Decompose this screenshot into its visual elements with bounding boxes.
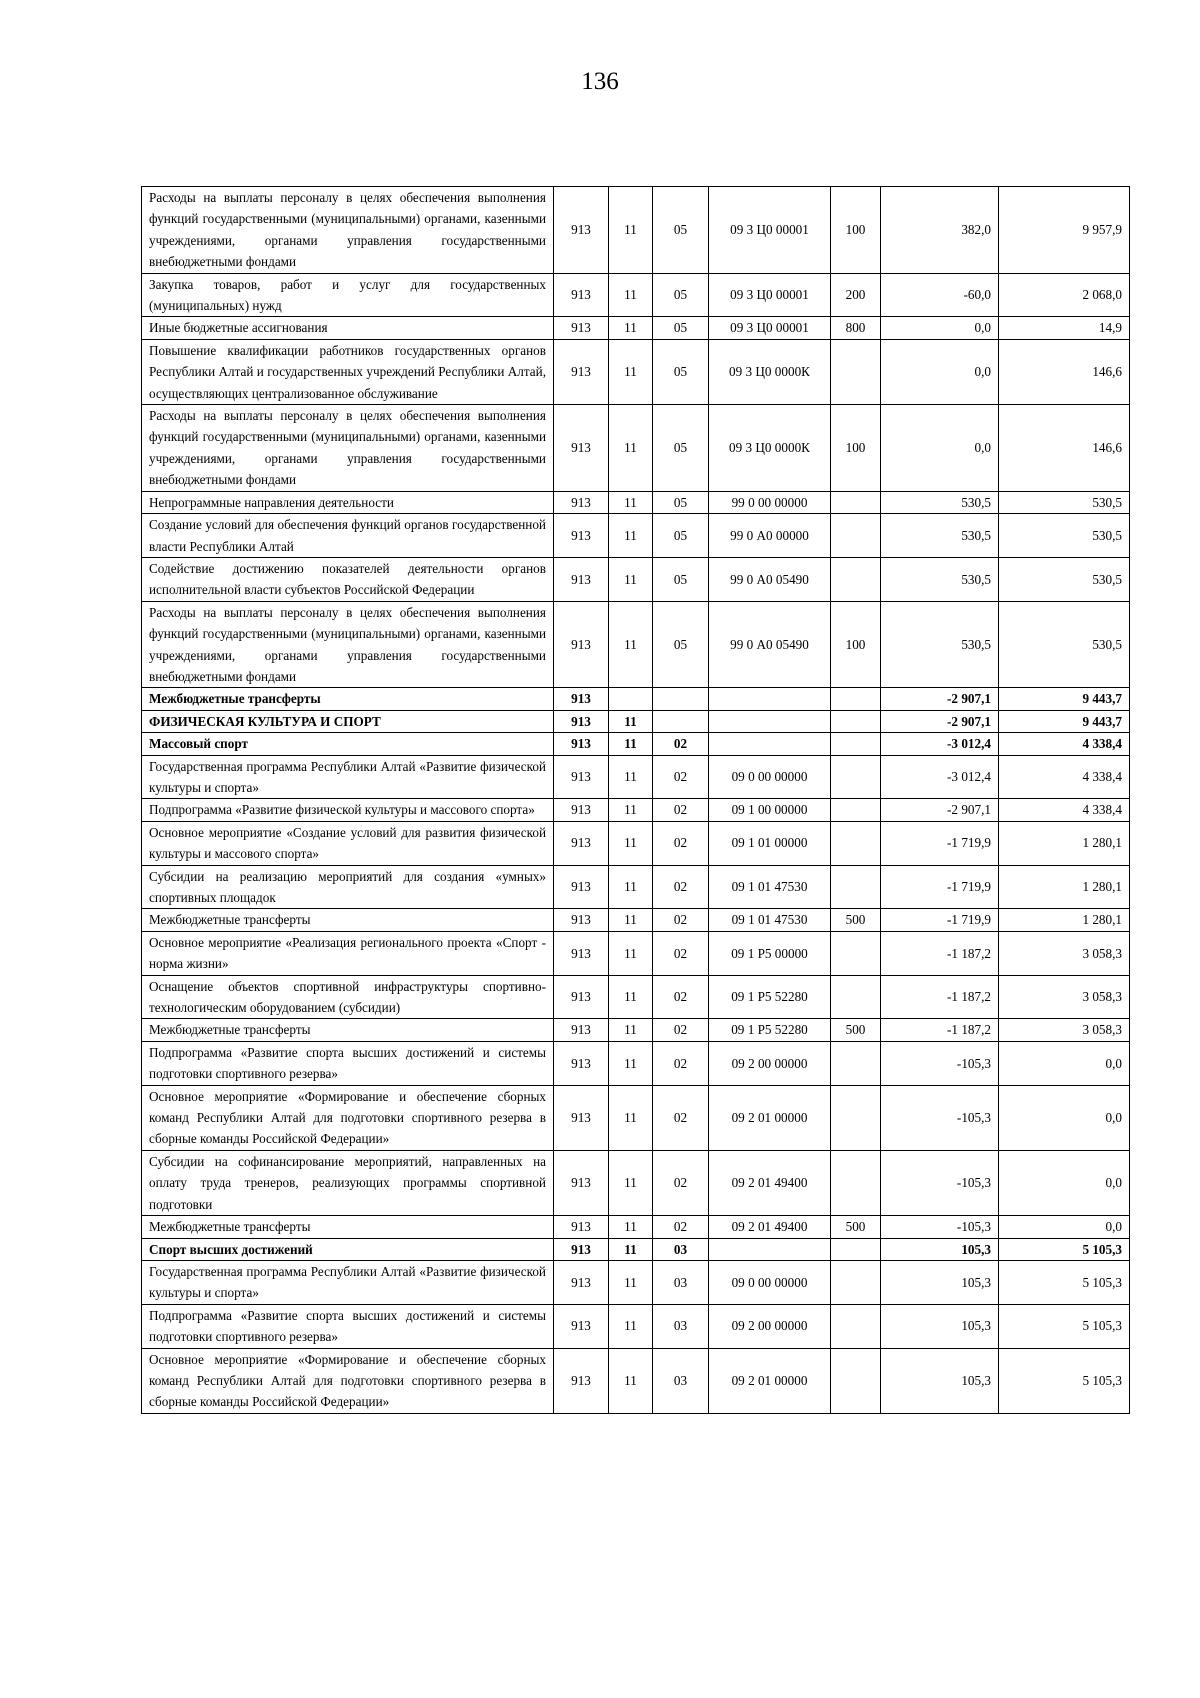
row-name: Межбюджетные трансферты (142, 909, 554, 931)
cell-csr (709, 733, 831, 755)
cell-pr: 05 (653, 273, 709, 317)
cell-pr: 02 (653, 1019, 709, 1041)
cell-sum-change: -2 907,1 (881, 799, 999, 821)
cell-csr (709, 688, 831, 710)
cell-vr (831, 339, 881, 404)
cell-gr: 913 (554, 1348, 609, 1413)
cell-csr: 09 2 01 49400 (709, 1150, 831, 1215)
cell-vr: 500 (831, 1216, 881, 1238)
cell-pr: 05 (653, 339, 709, 404)
row-name: Основное мероприятие «Создание условий для развития физической культуры и массового спорта» (142, 821, 554, 865)
cell-sum-total: 1 280,1 (999, 865, 1130, 909)
table-row (142, 339, 1130, 404)
row-name: Межбюджетные трансферты (142, 688, 554, 710)
cell-gr: 913 (554, 557, 609, 601)
table-row (142, 1085, 1130, 1150)
cell-pr: 05 (653, 557, 709, 601)
cell-vr (831, 733, 881, 755)
table-row (142, 821, 1130, 865)
table-row (142, 491, 1130, 513)
cell-gr: 913 (554, 273, 609, 317)
table-row (142, 1150, 1130, 1215)
cell-sum-total: 1 280,1 (999, 909, 1130, 931)
cell-pr: 05 (653, 317, 709, 339)
cell-sum-change: -105,3 (881, 1085, 999, 1150)
row-name: Непрограммные направления деятельности (142, 491, 554, 513)
cell-csr: 09 3 Ц0 00001 (709, 317, 831, 339)
cell-rz: 11 (609, 755, 653, 799)
budget-table (141, 186, 1130, 1414)
cell-sum-change: -1 719,9 (881, 821, 999, 865)
cell-sum-change: 530,5 (881, 601, 999, 688)
cell-sum-total: 3 058,3 (999, 1019, 1130, 1041)
cell-csr: 09 2 01 00000 (709, 1085, 831, 1150)
row-name: Расходы на выплаты персоналу в целях обеспечения выполнения функций государственными (муниципальными) органами, казенными учреждениями, органами управления государственными внебюджетными фондами (142, 601, 554, 688)
cell-sum-change: -105,3 (881, 1041, 999, 1085)
row-name: Массовый спорт (142, 733, 554, 755)
row-name: Государственная программа Республики Алтай «Развитие физической культуры и спорта» (142, 1260, 554, 1304)
cell-gr: 913 (554, 491, 609, 513)
cell-gr: 913 (554, 755, 609, 799)
cell-rz: 11 (609, 601, 653, 688)
cell-rz: 11 (609, 557, 653, 601)
cell-pr: 02 (653, 865, 709, 909)
table-row (142, 1019, 1130, 1041)
cell-csr: 09 1 01 00000 (709, 821, 831, 865)
cell-vr: 100 (831, 601, 881, 688)
cell-gr: 913 (554, 1085, 609, 1150)
cell-gr: 913 (554, 1304, 609, 1348)
cell-gr: 913 (554, 821, 609, 865)
cell-pr: 02 (653, 755, 709, 799)
cell-pr: 05 (653, 514, 709, 558)
cell-pr: 02 (653, 909, 709, 931)
cell-sum-change: -1 187,2 (881, 1019, 999, 1041)
row-name: ФИЗИЧЕСКАЯ КУЛЬТУРА И СПОРТ (142, 710, 554, 732)
row-name: Иные бюджетные ассигнования (142, 317, 554, 339)
cell-gr: 913 (554, 733, 609, 755)
cell-gr: 913 (554, 187, 609, 274)
cell-sum-change: -1 187,2 (881, 931, 999, 975)
cell-sum-change: -3 012,4 (881, 755, 999, 799)
cell-gr: 913 (554, 1041, 609, 1085)
cell-csr: 09 2 01 00000 (709, 1348, 831, 1413)
row-name: Субсидии на софинансирование мероприятий, направленных на оплату труда тренеров, реализующих программы спортивной подготовки (142, 1150, 554, 1215)
cell-sum-total: 1 280,1 (999, 821, 1130, 865)
cell-csr (709, 710, 831, 732)
cell-pr: 02 (653, 975, 709, 1019)
cell-sum-change: -2 907,1 (881, 688, 999, 710)
cell-vr (831, 1304, 881, 1348)
cell-vr: 200 (831, 273, 881, 317)
cell-csr: 09 2 01 49400 (709, 1216, 831, 1238)
cell-pr: 05 (653, 491, 709, 513)
cell-vr (831, 799, 881, 821)
cell-csr: 09 3 Ц0 0000К (709, 405, 831, 492)
table-row (142, 688, 1130, 710)
cell-vr (831, 1238, 881, 1260)
cell-vr (831, 491, 881, 513)
cell-rz: 11 (609, 491, 653, 513)
cell-csr: 09 1 01 47530 (709, 909, 831, 931)
cell-rz: 11 (609, 187, 653, 274)
table-row (142, 187, 1130, 274)
cell-sum-change: -2 907,1 (881, 710, 999, 732)
row-name: Оснащение объектов спортивной инфраструктуры спортивно-технологическим оборудованием (субсидии) (142, 975, 554, 1019)
cell-rz: 11 (609, 1041, 653, 1085)
cell-pr: 05 (653, 405, 709, 492)
cell-vr (831, 865, 881, 909)
cell-rz: 11 (609, 821, 653, 865)
cell-csr: 09 3 Ц0 00001 (709, 273, 831, 317)
table-row (142, 405, 1130, 492)
cell-csr: 09 2 00 00000 (709, 1304, 831, 1348)
cell-pr: 03 (653, 1304, 709, 1348)
cell-sum-total: 530,5 (999, 557, 1130, 601)
cell-sum-total: 0,0 (999, 1150, 1130, 1215)
cell-sum-total: 0,0 (999, 1216, 1130, 1238)
table-body (142, 187, 1130, 1414)
cell-sum-total: 530,5 (999, 491, 1130, 513)
cell-vr: 800 (831, 317, 881, 339)
table-row (142, 601, 1130, 688)
page-number: 136 (581, 68, 619, 95)
cell-csr: 09 0 00 00000 (709, 755, 831, 799)
cell-rz: 11 (609, 1260, 653, 1304)
cell-sum-total: 4 338,4 (999, 733, 1130, 755)
cell-rz: 11 (609, 710, 653, 732)
cell-rz (609, 688, 653, 710)
cell-sum-total: 530,5 (999, 514, 1130, 558)
cell-sum-total: 0,0 (999, 1041, 1130, 1085)
table-row (142, 1041, 1130, 1085)
cell-csr: 09 2 00 00000 (709, 1041, 831, 1085)
cell-pr: 03 (653, 1260, 709, 1304)
cell-sum-total: 146,6 (999, 405, 1130, 492)
cell-sum-change: 0,0 (881, 317, 999, 339)
cell-sum-change: 105,3 (881, 1260, 999, 1304)
cell-sum-total: 9 443,7 (999, 688, 1130, 710)
cell-vr: 500 (831, 909, 881, 931)
cell-gr: 913 (554, 710, 609, 732)
table-row (142, 514, 1130, 558)
cell-gr: 913 (554, 405, 609, 492)
row-name: Государственная программа Республики Алтай «Развитие физической культуры и спорта» (142, 755, 554, 799)
table-row (142, 931, 1130, 975)
table-row (142, 557, 1130, 601)
cell-pr: 03 (653, 1238, 709, 1260)
table-row (142, 733, 1130, 755)
cell-sum-total: 2 068,0 (999, 273, 1130, 317)
cell-gr: 913 (554, 975, 609, 1019)
cell-pr: 02 (653, 733, 709, 755)
cell-vr (831, 1150, 881, 1215)
cell-rz: 11 (609, 405, 653, 492)
table-row (142, 909, 1130, 931)
cell-sum-total: 4 338,4 (999, 799, 1130, 821)
cell-sum-total: 530,5 (999, 601, 1130, 688)
table-row (142, 975, 1130, 1019)
row-name: Субсидии на реализацию мероприятий для создания «умных» спортивных площадок (142, 865, 554, 909)
cell-pr: 05 (653, 187, 709, 274)
cell-sum-total: 14,9 (999, 317, 1130, 339)
cell-sum-change: -1 187,2 (881, 975, 999, 1019)
table-row (142, 1216, 1130, 1238)
cell-gr: 913 (554, 1019, 609, 1041)
cell-sum-change: 382,0 (881, 187, 999, 274)
cell-vr (831, 1085, 881, 1150)
cell-rz: 11 (609, 273, 653, 317)
cell-sum-change: -1 719,9 (881, 865, 999, 909)
cell-sum-total: 4 338,4 (999, 755, 1130, 799)
cell-vr (831, 1041, 881, 1085)
row-name: Межбюджетные трансферты (142, 1019, 554, 1041)
cell-csr (709, 1238, 831, 1260)
cell-rz: 11 (609, 799, 653, 821)
cell-rz: 11 (609, 1348, 653, 1413)
table-row (142, 1348, 1130, 1413)
table-row (142, 1304, 1130, 1348)
cell-rz: 11 (609, 317, 653, 339)
cell-gr: 913 (554, 909, 609, 931)
cell-gr: 913 (554, 1260, 609, 1304)
cell-vr (831, 975, 881, 1019)
cell-sum-change: 530,5 (881, 491, 999, 513)
cell-rz: 11 (609, 1216, 653, 1238)
cell-vr: 100 (831, 187, 881, 274)
cell-pr: 05 (653, 601, 709, 688)
cell-csr: 09 1 Р5 52280 (709, 975, 831, 1019)
cell-vr: 500 (831, 1019, 881, 1041)
cell-gr: 913 (554, 317, 609, 339)
cell-sum-total: 5 105,3 (999, 1260, 1130, 1304)
cell-csr: 09 1 00 00000 (709, 799, 831, 821)
cell-csr: 99 0 А0 00000 (709, 514, 831, 558)
table-row (142, 799, 1130, 821)
cell-csr: 09 0 00 00000 (709, 1260, 831, 1304)
row-name: Расходы на выплаты персоналу в целях обеспечения выполнения функций государственными (муниципальными) органами, казенными учреждениями, органами управления государственными внебюджетными фондами (142, 405, 554, 492)
row-name: Подпрограмма «Развитие спорта высших достижений и системы подготовки спортивного резерва» (142, 1041, 554, 1085)
cell-vr (831, 688, 881, 710)
row-name: Подпрограмма «Развитие спорта высших достижений и системы подготовки спортивного резерва» (142, 1304, 554, 1348)
cell-sum-total: 0,0 (999, 1085, 1130, 1150)
cell-rz: 11 (609, 1238, 653, 1260)
cell-csr: 99 0 А0 05490 (709, 601, 831, 688)
cell-pr: 02 (653, 931, 709, 975)
cell-pr: 03 (653, 1348, 709, 1413)
cell-vr (831, 1348, 881, 1413)
row-name: Повышение квалификации работников государственных органов Республики Алтай и государственных учреждений Республики Алтай, осуществляющих централизованное обслуживание (142, 339, 554, 404)
cell-gr: 913 (554, 688, 609, 710)
cell-csr: 99 0 А0 05490 (709, 557, 831, 601)
cell-pr: 02 (653, 1085, 709, 1150)
table-row (142, 1260, 1130, 1304)
table-row (142, 317, 1130, 339)
cell-rz: 11 (609, 1085, 653, 1150)
cell-vr (831, 931, 881, 975)
cell-rz: 11 (609, 865, 653, 909)
cell-sum-change: -3 012,4 (881, 733, 999, 755)
cell-sum-change: 530,5 (881, 514, 999, 558)
row-name: Основное мероприятие «Формирование и обеспечение сборных команд Республики Алтай для подготовки спортивного резерва в сборные команды Российской Федерации» (142, 1348, 554, 1413)
cell-vr: 100 (831, 405, 881, 492)
cell-sum-total: 9 957,9 (999, 187, 1130, 274)
cell-vr (831, 710, 881, 732)
cell-rz: 11 (609, 339, 653, 404)
cell-csr: 09 1 Р5 52280 (709, 1019, 831, 1041)
cell-vr (831, 1260, 881, 1304)
cell-sum-total: 3 058,3 (999, 975, 1130, 1019)
table-row (142, 710, 1130, 732)
row-name: Основное мероприятие «Формирование и обеспечение сборных команд Республики Алтай для подготовки спортивного резерва в сборные команды Российской Федерации» (142, 1085, 554, 1150)
cell-sum-total: 5 105,3 (999, 1348, 1130, 1413)
table-row (142, 273, 1130, 317)
cell-rz: 11 (609, 1150, 653, 1215)
cell-rz: 11 (609, 931, 653, 975)
cell-vr (831, 821, 881, 865)
cell-rz: 11 (609, 733, 653, 755)
cell-sum-total: 9 443,7 (999, 710, 1130, 732)
cell-sum-total: 3 058,3 (999, 931, 1130, 975)
cell-sum-change: 0,0 (881, 405, 999, 492)
cell-gr: 913 (554, 931, 609, 975)
cell-gr: 913 (554, 601, 609, 688)
cell-rz: 11 (609, 514, 653, 558)
cell-sum-change: 105,3 (881, 1348, 999, 1413)
cell-pr (653, 710, 709, 732)
row-name: Содействие достижению показателей деятельности органов исполнительной власти субъектов Российской Федерации (142, 557, 554, 601)
cell-sum-total: 5 105,3 (999, 1238, 1130, 1260)
cell-pr: 02 (653, 799, 709, 821)
cell-gr: 913 (554, 1150, 609, 1215)
cell-sum-change: -1 719,9 (881, 909, 999, 931)
cell-pr: 02 (653, 1216, 709, 1238)
cell-csr: 09 3 Ц0 0000К (709, 339, 831, 404)
cell-sum-change: 530,5 (881, 557, 999, 601)
cell-gr: 913 (554, 1238, 609, 1260)
cell-sum-change: -60,0 (881, 273, 999, 317)
cell-sum-change: 0,0 (881, 339, 999, 404)
cell-gr: 913 (554, 339, 609, 404)
cell-gr: 913 (554, 865, 609, 909)
cell-pr: 02 (653, 821, 709, 865)
row-name: Основное мероприятие «Реализация регионального проекта «Спорт - норма жизни» (142, 931, 554, 975)
cell-rz: 11 (609, 1019, 653, 1041)
cell-vr (831, 755, 881, 799)
cell-csr: 09 1 01 47530 (709, 865, 831, 909)
table-row (142, 865, 1130, 909)
row-name: Расходы на выплаты персоналу в целях обеспечения выполнения функций государственными (муниципальными) органами, казенными учреждениями, органами управления государственными внебюджетными фондами (142, 187, 554, 274)
cell-rz: 11 (609, 909, 653, 931)
cell-rz: 11 (609, 975, 653, 1019)
cell-csr: 09 1 Р5 00000 (709, 931, 831, 975)
cell-gr: 913 (554, 514, 609, 558)
row-name: Межбюджетные трансферты (142, 1216, 554, 1238)
cell-sum-change: -105,3 (881, 1216, 999, 1238)
cell-sum-total: 146,6 (999, 339, 1130, 404)
cell-pr: 02 (653, 1041, 709, 1085)
table-row (142, 755, 1130, 799)
cell-vr (831, 557, 881, 601)
cell-csr: 99 0 00 00000 (709, 491, 831, 513)
cell-gr: 913 (554, 1216, 609, 1238)
cell-rz: 11 (609, 1304, 653, 1348)
row-name: Закупка товаров, работ и услуг для государственных (муниципальных) нужд (142, 273, 554, 317)
cell-sum-change: 105,3 (881, 1238, 999, 1260)
cell-pr: 02 (653, 1150, 709, 1215)
cell-sum-total: 5 105,3 (999, 1304, 1130, 1348)
table-row (142, 1238, 1130, 1260)
row-name: Спорт высших достижений (142, 1238, 554, 1260)
cell-sum-change: 105,3 (881, 1304, 999, 1348)
cell-sum-change: -105,3 (881, 1150, 999, 1215)
cell-gr: 913 (554, 799, 609, 821)
cell-csr: 09 3 Ц0 00001 (709, 187, 831, 274)
cell-pr (653, 688, 709, 710)
row-name: Подпрограмма «Развитие физической культуры и массового спорта» (142, 799, 554, 821)
cell-vr (831, 514, 881, 558)
row-name: Создание условий для обеспечения функций органов государственной власти Республики Алтай (142, 514, 554, 558)
